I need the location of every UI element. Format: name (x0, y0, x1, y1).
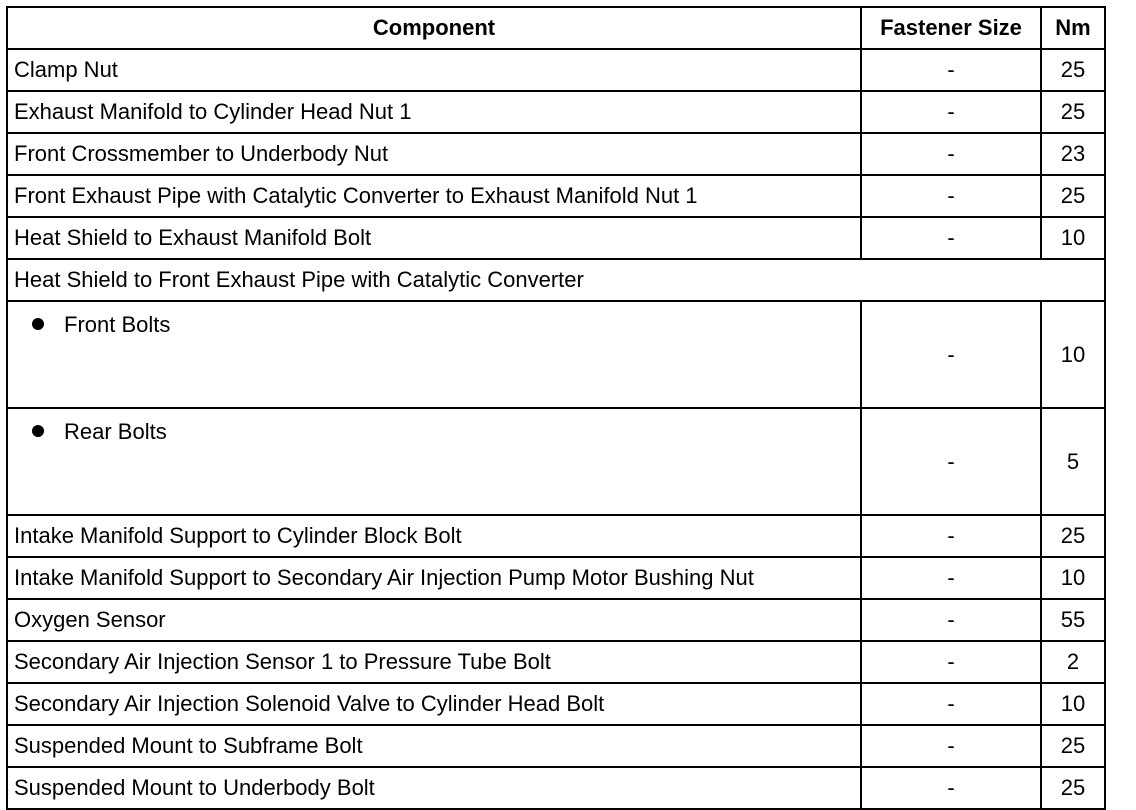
table-row (7, 301, 1105, 408)
component-cell: Secondary Air Injection Sensor 1 to Pressure Tube Bolt (7, 641, 861, 683)
fastener-size-cell: - (861, 49, 1041, 91)
component-cell: Clamp Nut (7, 49, 861, 91)
component-cell: Exhaust Manifold to Cylinder Head Nut 1 (7, 91, 861, 133)
table-row (7, 91, 1105, 133)
table-row (7, 133, 1105, 175)
table-row (7, 767, 1105, 809)
component-cell: Front Crossmember to Underbody Nut (7, 133, 861, 175)
table-row (7, 515, 1105, 557)
fastener-torque-table (6, 6, 1106, 810)
torque-nm-cell: 2 (1041, 641, 1105, 683)
component-label: Front Bolts (64, 312, 171, 337)
torque-nm-cell: 25 (1041, 49, 1105, 91)
table-row (7, 49, 1105, 91)
component-cell (7, 408, 861, 515)
fastener-size-cell: - (861, 767, 1041, 809)
fastener-size-cell: - (861, 175, 1041, 217)
component-cell: Intake Manifold Support to Secondary Air Injection Pump Motor Bushing Nut (7, 557, 861, 599)
table-header-row (7, 7, 1105, 49)
component-cell: Suspended Mount to Subframe Bolt (7, 725, 861, 767)
torque-nm-cell: 5 (1041, 408, 1105, 515)
table-row (7, 641, 1105, 683)
component-cell: Front Exhaust Pipe with Catalytic Converter to Exhaust Manifold Nut 1 (7, 175, 861, 217)
torque-nm-cell: 25 (1041, 767, 1105, 809)
component-cell: Intake Manifold Support to Cylinder Block Bolt (7, 515, 861, 557)
fastener-size-cell: - (861, 683, 1041, 725)
torque-nm-cell: 55 (1041, 599, 1105, 641)
table-row (7, 217, 1105, 259)
bullet-icon (32, 425, 44, 437)
component-cell: Heat Shield to Exhaust Manifold Bolt (7, 217, 861, 259)
group-heading-cell: Heat Shield to Front Exhaust Pipe with Catalytic Converter (7, 259, 1105, 301)
torque-nm-cell: 10 (1041, 217, 1105, 259)
component-cell: Suspended Mount to Underbody Bolt (7, 767, 861, 809)
torque-nm-cell: 10 (1041, 557, 1105, 599)
fastener-size-cell: - (861, 515, 1041, 557)
fastener-size-cell: - (861, 725, 1041, 767)
component-cell: Secondary Air Injection Solenoid Valve to Cylinder Head Bolt (7, 683, 861, 725)
table-row (7, 725, 1105, 767)
table-row (7, 683, 1105, 725)
fastener-size-cell: - (861, 217, 1041, 259)
torque-nm-cell: 25 (1041, 91, 1105, 133)
torque-nm-cell: 23 (1041, 133, 1105, 175)
torque-nm-cell: 10 (1041, 683, 1105, 725)
header-fastener-size: Fastener Size (861, 7, 1041, 49)
fastener-size-cell: - (861, 301, 1041, 408)
fastener-size-cell: - (861, 557, 1041, 599)
torque-nm-cell: 25 (1041, 725, 1105, 767)
torque-nm-cell: 25 (1041, 515, 1105, 557)
header-component: Component (7, 7, 861, 49)
fastener-size-cell: - (861, 408, 1041, 515)
table-row (7, 557, 1105, 599)
torque-nm-cell: 10 (1041, 301, 1105, 408)
header-nm: Nm (1041, 7, 1105, 49)
component-label: Rear Bolts (64, 419, 167, 444)
fastener-size-cell: - (861, 133, 1041, 175)
table-row (7, 175, 1105, 217)
fastener-size-cell: - (861, 599, 1041, 641)
fastener-size-cell: - (861, 91, 1041, 133)
fastener-size-cell: - (861, 641, 1041, 683)
table-group-row (7, 259, 1105, 301)
torque-nm-cell: 25 (1041, 175, 1105, 217)
component-cell (7, 301, 861, 408)
component-cell: Oxygen Sensor (7, 599, 861, 641)
table-row (7, 408, 1105, 515)
bullet-icon (32, 318, 44, 330)
table-row (7, 599, 1105, 641)
